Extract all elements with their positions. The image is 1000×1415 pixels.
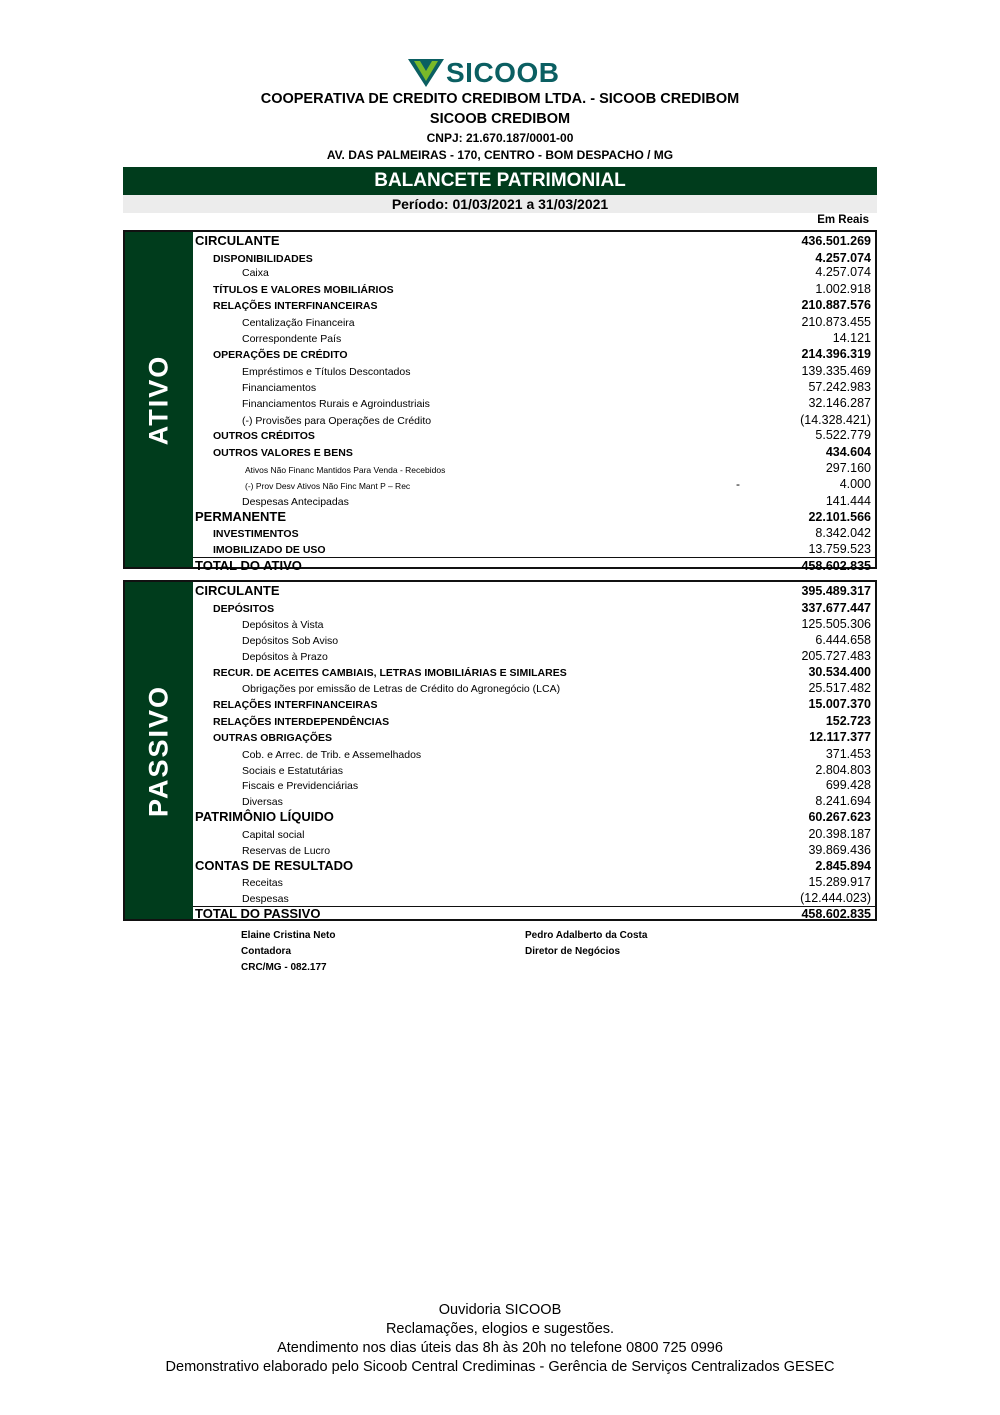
passivo-row [193, 778, 875, 793]
ativo-row [193, 460, 875, 476]
passivo-row-value: 2.845.894 [815, 859, 871, 873]
ativo-row [193, 428, 875, 443]
ativo-row-label: CIRCULANTE [195, 233, 280, 248]
passivo-row [193, 745, 875, 762]
passivo-row-value: 12.117.377 [809, 730, 871, 744]
ativo-row-label: TOTAL DO ATIVO [195, 558, 302, 573]
ativo-row-label: Caixa [242, 267, 269, 279]
passivo-row-value: 2.804.803 [815, 763, 871, 777]
ativo-row [193, 476, 875, 492]
passivo-row [193, 890, 875, 906]
ativo-row-value: 4.257.074 [815, 251, 871, 265]
ativo-row [193, 557, 875, 574]
passivo-row-value: 6.444.658 [815, 633, 871, 647]
ativo-label: ATIVO [143, 354, 174, 445]
signature-left-role: Contadora [241, 946, 291, 957]
passivo-row-value: 337.677.447 [801, 601, 871, 615]
passivo-row [193, 696, 875, 712]
ativo-row [193, 232, 875, 249]
ativo-row-value: 4.000 [839, 477, 871, 491]
passivo-row [193, 762, 875, 778]
signature-left-crc: CRC/MG - 082.177 [241, 962, 327, 973]
passivo-row-value: 30.534.400 [808, 665, 871, 679]
ativo-row [193, 313, 875, 330]
passivo-row-label: PATRIMÔNIO LÍQUIDO [195, 809, 334, 824]
passivo-row [193, 582, 875, 599]
ativo-row [193, 411, 875, 428]
passivo-row [193, 680, 875, 696]
footer-credit: Demonstrativo elaborado pelo Sicoob Central Crediminas - Gerência de Serviços Centralizados GESEC [165, 1359, 835, 1375]
ativo-row-label: IMOBILIZADO DE USO [213, 544, 326, 556]
signature-left [241, 928, 335, 976]
ativo-row-label: OUTROS VALORES E BENS [213, 447, 353, 459]
passivo-row-value: 8.241.694 [815, 794, 871, 808]
ativo-side-panel [125, 232, 193, 567]
passivo-row [193, 825, 875, 842]
ativo-row-value: 210.873.455 [801, 315, 871, 329]
ativo-row [193, 362, 875, 379]
passivo-row [193, 616, 875, 632]
ativo-row-value: 436.501.269 [801, 234, 871, 248]
passivo-row [193, 906, 875, 922]
ativo-row-value: 32.146.287 [808, 396, 871, 410]
ativo-row-label: RELAÇÕES INTERFINANCEIRAS [213, 300, 378, 312]
passivo-section [123, 580, 877, 921]
ativo-row [193, 280, 875, 297]
ativo-row [193, 379, 875, 395]
passivo-row-label: RECUR. DE ACEITES CAMBIAIS, LETRAS IMOBILIÁRIAS E SIMILARES [213, 667, 567, 679]
passivo-row-value: 15.289.917 [808, 875, 871, 889]
passivo-row [193, 729, 875, 745]
passivo-row-value: 152.723 [825, 714, 871, 728]
ativo-row-value: 5.522.779 [815, 428, 871, 442]
ativo-row-value: (14.328.421) [800, 413, 871, 427]
passivo-label: PASSIVO [143, 684, 174, 817]
passivo-row-value: (12.444.023) [800, 891, 871, 905]
signature-right [525, 928, 647, 960]
passivo-row-label: RELAÇÕES INTERFINANCEIRAS [213, 699, 378, 711]
ativo-row-value: 141.444 [825, 494, 871, 508]
passivo-row-label: Depósitos à Vista [242, 619, 324, 631]
signature-right-name: Pedro Adalberto da Costa [525, 930, 648, 941]
passivo-row-label: Obrigações por emissão de Letras de Crédito do Agronegócio (LCA) [242, 683, 561, 695]
passivo-row-label: TOTAL DO PASSIVO [195, 906, 321, 921]
passivo-row-label: RELAÇÕES INTERDEPENDÊNCIAS [213, 716, 390, 728]
passivo-row-label: Depósitos à Prazo [242, 651, 328, 663]
ativo-row [193, 509, 875, 525]
ativo-row-value: 8.342.042 [815, 526, 871, 540]
passivo-row-label: Depósitos Sob Aviso [242, 635, 339, 647]
ativo-row [193, 249, 875, 266]
passivo-row-value: 458.602.835 [801, 907, 871, 921]
ativo-row [193, 266, 875, 280]
passivo-row-label: Cob. e Arrec. de Trib. e Assemelhados [242, 749, 422, 761]
cnpj: CNPJ: 21.670.187/0001-00 [426, 131, 574, 145]
passivo-row-label: Diversas [242, 796, 283, 808]
ativo-row-label: Despesas Antecipadas [242, 496, 349, 508]
sicoob-logo [408, 57, 558, 89]
passivo-row [193, 874, 875, 890]
ativo-row-value: 22.101.566 [808, 510, 871, 524]
ativo-row-label: Ativos Não Financ Mantidos Para Venda - Recebidos [245, 465, 446, 475]
ativo-row [193, 395, 875, 411]
ativo-row [193, 492, 875, 509]
ativo-row-label: Financiamentos Rurais e Agroindustriais [242, 398, 430, 410]
passivo-row [193, 599, 875, 616]
ativo-row-value: 57.242.983 [808, 380, 871, 394]
passivo-row-value: 20.398.187 [808, 827, 871, 841]
passivo-row [193, 712, 875, 729]
passivo-row [193, 842, 875, 858]
passivo-row-label: DEPÓSITOS [213, 603, 275, 615]
ativo-row-value: 214.396.319 [801, 347, 871, 361]
ativo-row-value: 4.257.074 [815, 265, 871, 279]
ativo-row-label: INVESTIMENTOS [213, 528, 299, 540]
ativo-row-value: 13.759.523 [808, 542, 871, 556]
ativo-row-label: (-) Provisões para Operações de Crédito [242, 415, 432, 427]
ativo-row-value: 297.160 [825, 461, 871, 475]
ativo-row-label: DISPONIBILIDADES [213, 253, 313, 265]
signature-right-role: Diretor de Negócios [525, 946, 621, 957]
passivo-row-label: Sociais e Estatutárias [242, 765, 343, 777]
passivo-row [193, 809, 875, 825]
passivo-row-value: 39.869.436 [808, 843, 871, 857]
signature-left-name: Elaine Cristina Neto [241, 930, 336, 941]
passivo-row-value: 15.007.370 [808, 697, 871, 711]
passivo-row-label: CIRCULANTE [195, 583, 280, 598]
ativo-section [123, 230, 877, 573]
ativo-row-label: Centalização Financeira [242, 317, 355, 329]
passivo-row [193, 793, 875, 809]
passivo-row [193, 858, 875, 874]
ativo-row-value: 14.121 [832, 331, 871, 345]
ativo-row-label: OUTROS CRÉDITOS [213, 430, 315, 442]
ativo-row-label: Empréstimos e Títulos Descontados [242, 366, 411, 378]
passivo-row-value: 60.267.623 [808, 810, 871, 824]
footer-hours: Atendimento nos dias úteis das 8h às 20h no telefone 0800 725 0996 [277, 1340, 723, 1356]
ativo-row-label: Financiamentos [242, 382, 317, 394]
ativo-row-value: 458.602.835 [801, 559, 871, 573]
ativo-row [193, 330, 875, 346]
passivo-row-label: Fiscais e Previdenciárias [242, 780, 359, 792]
passivo-row-value: 699.428 [825, 778, 871, 792]
period: Período: 01/03/2021 a 31/03/2021 [123, 195, 877, 213]
passivo-row-label: Capital social [242, 829, 305, 841]
passivo-row-label: Despesas [242, 893, 289, 905]
ativo-row-label: PERMANENTE [195, 509, 287, 524]
ativo-row-value: 139.335.469 [801, 364, 871, 378]
ativo-rows [193, 232, 875, 573]
ativo-row [193, 443, 875, 460]
ativo-row-label: Correspondente País [242, 333, 342, 345]
ativo-row-label: TÍTULOS E VALORES MOBILIÁRIOS [213, 284, 394, 296]
ativo-row [193, 346, 875, 362]
passivo-row [193, 648, 875, 664]
passivo-row-value: 395.489.317 [801, 584, 871, 598]
passivo-row-value: 205.727.483 [801, 649, 871, 663]
sicoob-logo-icon [408, 57, 446, 89]
ativo-row [193, 541, 875, 557]
page-title: BALANCETE PATRIMONIAL [123, 167, 877, 195]
passivo-row [193, 664, 875, 680]
ativo-row-dash: - [736, 477, 740, 491]
ativo-row [193, 525, 875, 541]
ativo-row-value: 434.604 [825, 445, 871, 459]
passivo-row-label: CONTAS DE RESULTADO [195, 858, 354, 873]
footer-ombudsman: Ouvidoria SICOOB [438, 1302, 562, 1318]
ativo-row-label: OPERAÇÕES DE CRÉDITO [213, 349, 348, 361]
passivo-side-panel [125, 582, 193, 919]
footer-feedback: Reclamações, elogios e sugestões. [385, 1321, 615, 1337]
passivo-row-label: Reservas de Lucro [242, 845, 331, 857]
passivo-row-label: OUTRAS OBRIGAÇÕES [213, 732, 333, 744]
ativo-row [193, 297, 875, 313]
ativo-row-value: 1.002.918 [815, 282, 871, 296]
address: AV. DAS PALMEIRAS - 170, CENTRO - BOM DESPACHO / MG [326, 148, 674, 162]
ativo-row-label: (-) Prov Desv Ativos Não Finc Mant P – Rec [245, 481, 411, 491]
passivo-row-value: 25.517.482 [808, 681, 871, 695]
unit-label: Em Reais [817, 214, 869, 226]
passivo-row-value: 371.453 [825, 747, 871, 761]
ativo-row-value: 210.887.576 [801, 298, 871, 312]
passivo-rows [193, 582, 875, 919]
company-name: COOPERATIVA DE CREDITO CREDIBOM LTDA. - SICOOB CREDIBOM [260, 91, 740, 107]
passivo-row-value: 125.505.306 [801, 617, 871, 631]
brand-name: SICOOB [446, 57, 560, 88]
passivo-row [193, 632, 875, 648]
passivo-row-label: Receitas [242, 877, 283, 889]
company-short-name: SICOOB CREDIBOM [429, 111, 571, 127]
